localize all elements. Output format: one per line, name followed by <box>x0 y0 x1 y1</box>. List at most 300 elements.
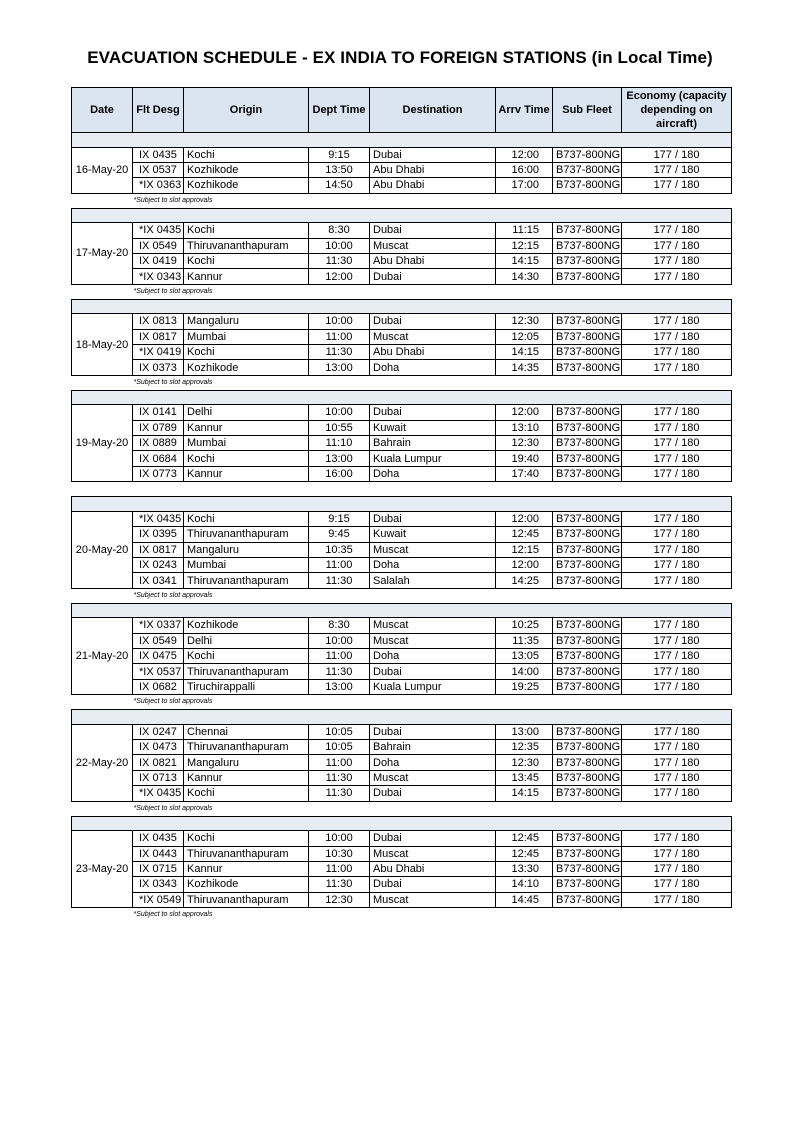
group-spacer-row <box>72 710 732 725</box>
flight-cell: IX 0821 <box>133 755 184 770</box>
destination-cell: Kuwait <box>370 420 496 435</box>
table-row <box>72 648 732 663</box>
arrv-time-cell: 12:15 <box>496 238 553 253</box>
dept-time-cell: 8:30 <box>309 223 370 238</box>
origin-cell: Mumbai <box>184 329 309 344</box>
sub-fleet-cell: B737-800NG <box>553 648 622 663</box>
flight-cell: IX 0247 <box>133 724 184 739</box>
dept-time-cell: 11:30 <box>309 877 370 892</box>
sub-fleet-cell: B737-800NG <box>553 269 622 284</box>
header-economy: Economy (capacity depending on aircraft) <box>622 88 732 133</box>
group-spacer-row <box>72 497 732 512</box>
sub-fleet-cell: B737-800NG <box>553 618 622 633</box>
sub-fleet-cell: B737-800NG <box>553 877 622 892</box>
sub-fleet-cell: B737-800NG <box>553 724 622 739</box>
arrv-time-cell: 13:10 <box>496 420 553 435</box>
date-cell: 16-May-20 <box>72 147 133 193</box>
destination-cell: Muscat <box>370 542 496 557</box>
origin-cell: Kozhikode <box>184 162 309 177</box>
arrv-time-cell: 16:00 <box>496 162 553 177</box>
economy-cell: 177 / 180 <box>622 877 732 892</box>
table-row <box>72 786 732 801</box>
date-cell: 19-May-20 <box>72 405 133 482</box>
table-row <box>72 740 732 755</box>
economy-cell: 177 / 180 <box>622 511 732 526</box>
destination-cell: Bahrain <box>370 436 496 451</box>
header-date: Date <box>72 88 133 133</box>
sub-fleet-cell: B737-800NG <box>553 527 622 542</box>
header-flight: Flt Desg <box>133 88 184 133</box>
note-row <box>72 284 732 299</box>
sub-fleet-cell: B737-800NG <box>553 360 622 375</box>
slot-approval-note: *Subject to slot approvals <box>72 908 732 923</box>
flight-cell: *IX 0537 <box>133 664 184 679</box>
arrv-time-cell: 14:35 <box>496 360 553 375</box>
table-row <box>72 238 732 253</box>
origin-cell: Kannur <box>184 861 309 876</box>
arrv-time-cell: 12:45 <box>496 831 553 846</box>
flight-cell: IX 0817 <box>133 542 184 557</box>
arrv-time-cell: 14:15 <box>496 253 553 268</box>
economy-cell: 177 / 180 <box>622 557 732 572</box>
origin-cell: Kozhikode <box>184 178 309 193</box>
arrv-time-cell: 19:25 <box>496 679 553 694</box>
table-row <box>72 664 732 679</box>
note-row <box>72 588 732 603</box>
origin-cell: Kochi <box>184 147 309 162</box>
sub-fleet-cell: B737-800NG <box>553 223 622 238</box>
spacer-cell <box>72 816 732 831</box>
origin-cell: Kochi <box>184 451 309 466</box>
table-row <box>72 314 732 329</box>
spacer-cell <box>72 390 732 405</box>
destination-cell: Muscat <box>370 618 496 633</box>
sub-fleet-cell: B737-800NG <box>553 557 622 572</box>
economy-cell: 177 / 180 <box>622 755 732 770</box>
group-spacer-row <box>72 816 732 831</box>
economy-cell: 177 / 180 <box>622 633 732 648</box>
dept-time-cell: 9:15 <box>309 511 370 526</box>
table-row <box>72 466 732 481</box>
economy-cell: 177 / 180 <box>622 466 732 481</box>
arrv-time-cell: 13:05 <box>496 648 553 663</box>
economy-cell: 177 / 180 <box>622 664 732 679</box>
sub-fleet-cell: B737-800NG <box>553 892 622 907</box>
destination-cell: Muscat <box>370 846 496 861</box>
economy-cell: 177 / 180 <box>622 238 732 253</box>
destination-cell: Dubai <box>370 664 496 679</box>
sub-fleet-cell: B737-800NG <box>553 740 622 755</box>
sub-fleet-cell: B737-800NG <box>553 573 622 588</box>
origin-cell: Kochi <box>184 223 309 238</box>
arrv-time-cell: 14:15 <box>496 345 553 360</box>
flight-cell: *IX 0549 <box>133 892 184 907</box>
flight-cell: IX 0817 <box>133 329 184 344</box>
dept-time-cell: 10:00 <box>309 314 370 329</box>
table-row <box>72 527 732 542</box>
flight-cell: IX 0889 <box>133 436 184 451</box>
header-origin: Origin <box>184 88 309 133</box>
table-row <box>72 892 732 907</box>
dept-time-cell: 11:30 <box>309 786 370 801</box>
economy-cell: 177 / 180 <box>622 618 732 633</box>
sub-fleet-cell: B737-800NG <box>553 633 622 648</box>
destination-cell: Doha <box>370 466 496 481</box>
sub-fleet-cell: B737-800NG <box>553 861 622 876</box>
flight-cell: IX 0141 <box>133 405 184 420</box>
sub-fleet-cell: B737-800NG <box>553 542 622 557</box>
header-row <box>72 88 732 133</box>
schedule-body <box>72 133 732 923</box>
sub-fleet-cell: B737-800NG <box>553 253 622 268</box>
destination-cell: Kuala Lumpur <box>370 451 496 466</box>
arrv-time-cell: 14:00 <box>496 664 553 679</box>
origin-cell: Mangaluru <box>184 542 309 557</box>
economy-cell: 177 / 180 <box>622 147 732 162</box>
flight-cell: IX 0341 <box>133 573 184 588</box>
sub-fleet-cell: B737-800NG <box>553 420 622 435</box>
sub-fleet-cell: B737-800NG <box>553 238 622 253</box>
destination-cell: Doha <box>370 557 496 572</box>
date-cell: 22-May-20 <box>72 724 133 801</box>
destination-cell: Dubai <box>370 314 496 329</box>
arrv-time-cell: 13:00 <box>496 724 553 739</box>
flight-cell: IX 0713 <box>133 770 184 785</box>
origin-cell: Thiruvananthapuram <box>184 573 309 588</box>
date-cell: 21-May-20 <box>72 618 133 695</box>
economy-cell: 177 / 180 <box>622 846 732 861</box>
spacer-cell <box>72 133 732 148</box>
flight-cell: IX 0773 <box>133 466 184 481</box>
flight-cell: IX 0343 <box>133 877 184 892</box>
economy-cell: 177 / 180 <box>622 724 732 739</box>
origin-cell: Kannur <box>184 770 309 785</box>
sub-fleet-cell: B737-800NG <box>553 511 622 526</box>
table-row <box>72 831 732 846</box>
arrv-time-cell: 12:05 <box>496 329 553 344</box>
destination-cell: Muscat <box>370 633 496 648</box>
flight-cell: IX 0549 <box>133 633 184 648</box>
dept-time-cell: 10:55 <box>309 420 370 435</box>
dept-time-cell: 11:30 <box>309 770 370 785</box>
flight-cell: *IX 0435 <box>133 223 184 238</box>
destination-cell: Doha <box>370 360 496 375</box>
flight-cell: *IX 0337 <box>133 618 184 633</box>
flight-cell: *IX 0435 <box>133 511 184 526</box>
arrv-time-cell: 14:25 <box>496 573 553 588</box>
origin-cell: Thiruvananthapuram <box>184 740 309 755</box>
flight-cell: IX 0395 <box>133 527 184 542</box>
sub-fleet-cell: B737-800NG <box>553 436 622 451</box>
spacer-cell <box>72 603 732 618</box>
note-row <box>72 193 732 208</box>
dept-time-cell: 10:00 <box>309 831 370 846</box>
note-row <box>72 482 732 497</box>
flight-cell: IX 0537 <box>133 162 184 177</box>
destination-cell: Doha <box>370 648 496 663</box>
destination-cell: Abu Dhabi <box>370 253 496 268</box>
origin-cell: Thiruvananthapuram <box>184 238 309 253</box>
schedule-table <box>71 87 732 922</box>
arrv-time-cell: 19:40 <box>496 451 553 466</box>
destination-cell: Kuwait <box>370 527 496 542</box>
slot-approval-note: *Subject to slot approvals <box>72 375 732 390</box>
table-row <box>72 147 732 162</box>
dept-time-cell: 13:00 <box>309 360 370 375</box>
table-row <box>72 178 732 193</box>
date-cell: 18-May-20 <box>72 314 133 376</box>
dept-time-cell: 16:00 <box>309 466 370 481</box>
destination-cell: Dubai <box>370 724 496 739</box>
economy-cell: 177 / 180 <box>622 861 732 876</box>
dept-time-cell: 11:00 <box>309 861 370 876</box>
destination-cell: Dubai <box>370 223 496 238</box>
economy-cell: 177 / 180 <box>622 831 732 846</box>
arrv-time-cell: 13:30 <box>496 861 553 876</box>
origin-cell: Tiruchirappalli <box>184 679 309 694</box>
destination-cell: Muscat <box>370 892 496 907</box>
origin-cell: Kannur <box>184 466 309 481</box>
destination-cell: Muscat <box>370 238 496 253</box>
destination-cell: Abu Dhabi <box>370 345 496 360</box>
origin-cell: Thiruvananthapuram <box>184 892 309 907</box>
economy-cell: 177 / 180 <box>622 360 732 375</box>
economy-cell: 177 / 180 <box>622 451 732 466</box>
origin-cell: Kochi <box>184 648 309 663</box>
origin-cell: Mumbai <box>184 557 309 572</box>
economy-cell: 177 / 180 <box>622 679 732 694</box>
destination-cell: Abu Dhabi <box>370 178 496 193</box>
header-sub-fleet: Sub Fleet <box>553 88 622 133</box>
economy-cell: 177 / 180 <box>622 314 732 329</box>
arrv-time-cell: 12:00 <box>496 405 553 420</box>
arrv-time-cell: 14:15 <box>496 786 553 801</box>
slot-approval-note: *Subject to slot approvals <box>72 588 732 603</box>
group-spacer-row <box>72 603 732 618</box>
slot-approval-note <box>72 482 732 497</box>
economy-cell: 177 / 180 <box>622 740 732 755</box>
arrv-time-cell: 17:40 <box>496 466 553 481</box>
origin-cell: Chennai <box>184 724 309 739</box>
date-cell: 20-May-20 <box>72 511 133 588</box>
spacer-cell <box>72 710 732 725</box>
table-row <box>72 633 732 648</box>
sub-fleet-cell: B737-800NG <box>553 162 622 177</box>
flight-cell: *IX 0363 <box>133 178 184 193</box>
origin-cell: Kozhikode <box>184 877 309 892</box>
destination-cell: Doha <box>370 755 496 770</box>
economy-cell: 177 / 180 <box>622 527 732 542</box>
arrv-time-cell: 12:30 <box>496 436 553 451</box>
flight-cell: *IX 0435 <box>133 786 184 801</box>
table-row <box>72 223 732 238</box>
header-arrv-time: Arrv Time <box>496 88 553 133</box>
origin-cell: Thiruvananthapuram <box>184 846 309 861</box>
origin-cell: Delhi <box>184 633 309 648</box>
sub-fleet-cell: B737-800NG <box>553 147 622 162</box>
origin-cell: Kozhikode <box>184 360 309 375</box>
spacer-cell <box>72 208 732 223</box>
arrv-time-cell: 12:15 <box>496 542 553 557</box>
dept-time-cell: 9:45 <box>309 527 370 542</box>
spacer-cell <box>72 299 732 314</box>
table-row <box>72 724 732 739</box>
arrv-time-cell: 11:15 <box>496 223 553 238</box>
destination-cell: Muscat <box>370 329 496 344</box>
note-row <box>72 375 732 390</box>
dept-time-cell: 11:00 <box>309 648 370 663</box>
sub-fleet-cell: B737-800NG <box>553 679 622 694</box>
header-destination: Destination <box>370 88 496 133</box>
economy-cell: 177 / 180 <box>622 162 732 177</box>
table-row <box>72 511 732 526</box>
origin-cell: Kozhikode <box>184 618 309 633</box>
dept-time-cell: 11:30 <box>309 345 370 360</box>
table-row <box>72 755 732 770</box>
dept-time-cell: 11:00 <box>309 755 370 770</box>
dept-time-cell: 11:30 <box>309 253 370 268</box>
economy-cell: 177 / 180 <box>622 573 732 588</box>
table-row <box>72 329 732 344</box>
slot-approval-note: *Subject to slot approvals <box>72 284 732 299</box>
destination-cell: Dubai <box>370 786 496 801</box>
economy-cell: 177 / 180 <box>622 345 732 360</box>
table-row <box>72 542 732 557</box>
table-row <box>72 618 732 633</box>
table-row <box>72 345 732 360</box>
destination-cell: Dubai <box>370 405 496 420</box>
arrv-time-cell: 12:00 <box>496 511 553 526</box>
dept-time-cell: 8:30 <box>309 618 370 633</box>
table-row <box>72 269 732 284</box>
flight-cell: IX 0789 <box>133 420 184 435</box>
arrv-time-cell: 10:25 <box>496 618 553 633</box>
document-title: EVACUATION SCHEDULE - EX INDIA TO FOREIGN STATIONS (in Local Time) <box>87 48 713 67</box>
flight-cell: IX 0243 <box>133 557 184 572</box>
destination-cell: Abu Dhabi <box>370 162 496 177</box>
arrv-time-cell: 12:00 <box>496 147 553 162</box>
destination-cell: Abu Dhabi <box>370 861 496 876</box>
origin-cell: Kannur <box>184 269 309 284</box>
origin-cell: Mangaluru <box>184 314 309 329</box>
table-row <box>72 877 732 892</box>
destination-cell: Kuala Lumpur <box>370 679 496 694</box>
flight-cell: IX 0549 <box>133 238 184 253</box>
flight-cell: IX 0813 <box>133 314 184 329</box>
economy-cell: 177 / 180 <box>622 420 732 435</box>
arrv-time-cell: 11:35 <box>496 633 553 648</box>
dept-time-cell: 10:00 <box>309 633 370 648</box>
flight-cell: IX 0684 <box>133 451 184 466</box>
slot-approval-note: *Subject to slot approvals <box>72 193 732 208</box>
economy-cell: 177 / 180 <box>622 405 732 420</box>
dept-time-cell: 10:00 <box>309 405 370 420</box>
origin-cell: Thiruvananthapuram <box>184 664 309 679</box>
dept-time-cell: 10:00 <box>309 238 370 253</box>
sub-fleet-cell: B737-800NG <box>553 314 622 329</box>
dept-time-cell: 13:00 <box>309 451 370 466</box>
date-cell: 17-May-20 <box>72 223 133 285</box>
sub-fleet-cell: B737-800NG <box>553 831 622 846</box>
origin-cell: Kochi <box>184 831 309 846</box>
destination-cell: Bahrain <box>370 740 496 755</box>
sub-fleet-cell: B737-800NG <box>553 770 622 785</box>
table-row <box>72 436 732 451</box>
sub-fleet-cell: B737-800NG <box>553 664 622 679</box>
economy-cell: 177 / 180 <box>622 786 732 801</box>
destination-cell: Dubai <box>370 511 496 526</box>
sub-fleet-cell: B737-800NG <box>553 466 622 481</box>
date-cell: 23-May-20 <box>72 831 133 908</box>
flight-cell: IX 0475 <box>133 648 184 663</box>
destination-cell: Salalah <box>370 573 496 588</box>
flight-cell: IX 0443 <box>133 846 184 861</box>
dept-time-cell: 13:00 <box>309 679 370 694</box>
arrv-time-cell: 12:35 <box>496 740 553 755</box>
origin-cell: Delhi <box>184 405 309 420</box>
group-spacer-row <box>72 390 732 405</box>
flight-cell: IX 0373 <box>133 360 184 375</box>
note-row <box>72 908 732 923</box>
table-row <box>72 451 732 466</box>
dept-time-cell: 11:10 <box>309 436 370 451</box>
arrv-time-cell: 14:30 <box>496 269 553 284</box>
table-row <box>72 573 732 588</box>
flight-cell: *IX 0419 <box>133 345 184 360</box>
sub-fleet-cell: B737-800NG <box>553 329 622 344</box>
economy-cell: 177 / 180 <box>622 770 732 785</box>
dept-time-cell: 10:05 <box>309 724 370 739</box>
economy-cell: 177 / 180 <box>622 253 732 268</box>
group-spacer-row <box>72 133 732 148</box>
origin-cell: Kochi <box>184 786 309 801</box>
sub-fleet-cell: B737-800NG <box>553 451 622 466</box>
origin-cell: Thiruvananthapuram <box>184 527 309 542</box>
arrv-time-cell: 12:30 <box>496 755 553 770</box>
table-row <box>72 405 732 420</box>
sub-fleet-cell: B737-800NG <box>553 345 622 360</box>
arrv-time-cell: 12:00 <box>496 557 553 572</box>
table-row <box>72 846 732 861</box>
flight-cell: IX 0715 <box>133 861 184 876</box>
dept-time-cell: 13:50 <box>309 162 370 177</box>
arrv-time-cell: 12:45 <box>496 527 553 542</box>
economy-cell: 177 / 180 <box>622 178 732 193</box>
destination-cell: Muscat <box>370 770 496 785</box>
note-row <box>72 695 732 710</box>
origin-cell: Kochi <box>184 345 309 360</box>
dept-time-cell: 12:30 <box>309 892 370 907</box>
origin-cell: Mumbai <box>184 436 309 451</box>
destination-cell: Dubai <box>370 877 496 892</box>
flight-cell: *IX 0343 <box>133 269 184 284</box>
group-spacer-row <box>72 208 732 223</box>
flight-cell: IX 0419 <box>133 253 184 268</box>
sub-fleet-cell: B737-800NG <box>553 405 622 420</box>
dept-time-cell: 10:35 <box>309 542 370 557</box>
arrv-time-cell: 14:45 <box>496 892 553 907</box>
destination-cell: Dubai <box>370 147 496 162</box>
origin-cell: Mangaluru <box>184 755 309 770</box>
flight-cell: IX 0473 <box>133 740 184 755</box>
economy-cell: 177 / 180 <box>622 269 732 284</box>
table-row <box>72 253 732 268</box>
header-dept-time: Dept Time <box>309 88 370 133</box>
dept-time-cell: 10:05 <box>309 740 370 755</box>
table-row <box>72 679 732 694</box>
group-spacer-row <box>72 299 732 314</box>
dept-time-cell: 14:50 <box>309 178 370 193</box>
